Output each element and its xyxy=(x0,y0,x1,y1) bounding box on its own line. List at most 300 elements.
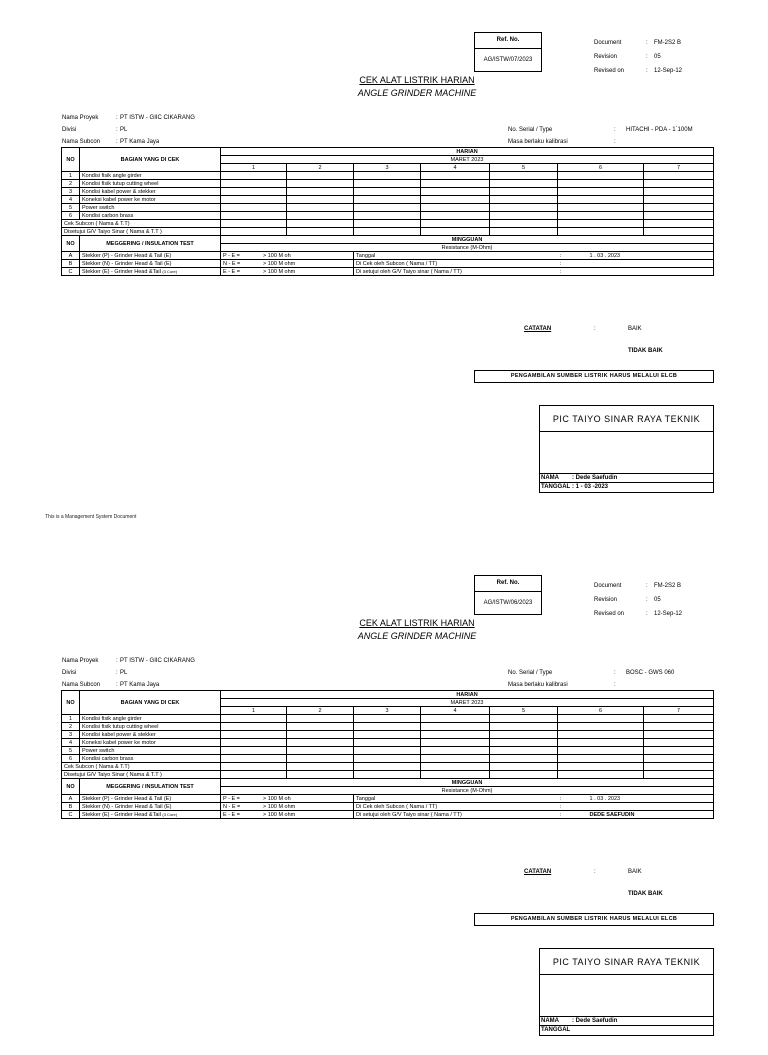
info-key: Nama Proyek xyxy=(62,115,99,121)
megger-pe: E - E = xyxy=(223,811,240,818)
check-no: 6 xyxy=(62,212,80,220)
signature-area xyxy=(540,432,713,474)
option-baik: BAIK xyxy=(628,869,642,875)
check-table-body xyxy=(62,148,714,276)
megger-info-key: Di setujui oleh G/V Taiyo sinar ( Nama / TT) xyxy=(354,268,558,276)
check-cell xyxy=(558,755,644,763)
header-no: NO xyxy=(62,148,80,172)
form-page xyxy=(0,0,768,512)
megger-info-key: Di Cek oleh Subcon ( Nama / TT) xyxy=(354,260,558,268)
check-row xyxy=(62,731,714,739)
check-label: Kondisi kabel power & stekker xyxy=(80,188,221,196)
check-row xyxy=(62,747,714,755)
day-header: 7 xyxy=(644,707,714,715)
check-cell xyxy=(558,180,644,188)
megger-info-key: Tanggal xyxy=(354,795,558,803)
serial-info: No. Serial / Type : HITACHI - PDA - 1`100M Masa berlaku kalibrasi : xyxy=(508,124,693,148)
signoff-cell xyxy=(421,228,490,236)
megger-pe: N - E = xyxy=(223,803,241,810)
check-row xyxy=(62,204,714,212)
megger-value: > 100 M oh xyxy=(263,795,291,802)
elcb-notice: PENGAMBILAN SUMBER LISTRIK HARUS MELALUI ELCB xyxy=(474,370,714,383)
check-cell xyxy=(287,196,354,204)
cek-subcon-label: Cek Subcon ( Nama & T.T) xyxy=(62,220,221,228)
check-label: Koneksi kabel power ke motor xyxy=(80,739,221,747)
pic-box xyxy=(539,405,714,493)
check-no: 4 xyxy=(62,196,80,204)
megger-no-header: NO xyxy=(62,236,80,252)
day-header: 5 xyxy=(490,164,558,172)
check-cell xyxy=(490,723,558,731)
colon: : xyxy=(559,795,562,802)
megger-info-key: Di setujui oleh G/V Taiyo sinar ( Nama / TT) xyxy=(354,811,558,819)
check-cell xyxy=(354,731,421,739)
meta-value: 05 xyxy=(654,597,661,603)
check-cell xyxy=(644,188,714,196)
day-header: 4 xyxy=(421,164,490,172)
check-cell xyxy=(287,212,354,220)
check-table xyxy=(61,147,714,276)
check-no: 1 xyxy=(62,172,80,180)
option-tidak-baik: TIDAK BAIK xyxy=(628,891,663,897)
ref-label: Ref. No. xyxy=(475,33,541,49)
megger-row xyxy=(62,795,714,803)
form-title xyxy=(0,617,768,643)
signoff-cell xyxy=(644,771,714,779)
day-header: 1 xyxy=(221,164,287,172)
pic-box xyxy=(539,948,714,1036)
day-header: 6 xyxy=(558,164,644,172)
megger-pe: P - E = xyxy=(223,252,240,259)
megger-value: > 100 M oh xyxy=(263,252,291,259)
check-row xyxy=(62,755,714,763)
check-cell xyxy=(490,715,558,723)
check-no: 2 xyxy=(62,723,80,731)
megger-no: B xyxy=(62,803,80,811)
check-cell xyxy=(354,755,421,763)
check-cell xyxy=(558,739,644,747)
check-cell xyxy=(354,739,421,747)
signoff-row xyxy=(62,763,714,771)
check-cell xyxy=(558,204,644,212)
document-meta: Document : FM-2S2 B Revision : 05 Revised on : 12-Sep-12 xyxy=(594,579,682,621)
signoff-cell xyxy=(421,763,490,771)
megger-header-row xyxy=(62,779,714,787)
signoff-cell xyxy=(287,771,354,779)
check-cell xyxy=(558,188,644,196)
megger-label: Stekker (P) - Grinder Head & Tail (E) xyxy=(80,252,221,260)
check-cell xyxy=(421,739,490,747)
header-row xyxy=(62,148,714,156)
day-header: 3 xyxy=(354,164,421,172)
check-cell xyxy=(421,731,490,739)
check-cell xyxy=(354,196,421,204)
serial-key: No. Serial / Type xyxy=(508,670,553,676)
info-value: PT ISTW - GIIC CIKARANG xyxy=(120,658,195,664)
project-info: Nama Proyek : PT ISTW - GIIC CIKARANG Divisi : PL Nama Subcon : PT Kama Jaya xyxy=(62,655,195,691)
page-title: CEK ALAT LISTRIK HARIAN xyxy=(359,75,475,85)
header-bagian: BAGIAN YANG DI CEK xyxy=(80,148,221,172)
signoff-row xyxy=(62,771,714,779)
check-cell xyxy=(644,180,714,188)
pic-title: PIC TAIYO SINAR RAYA TEKNIK xyxy=(540,406,713,432)
day-header: 4 xyxy=(421,707,490,715)
catatan-colon: : xyxy=(594,869,596,875)
check-cell xyxy=(221,739,287,747)
check-label: Power switch xyxy=(80,747,221,755)
mingguan-header: MINGGUAN xyxy=(221,236,714,244)
megger-row xyxy=(62,268,714,276)
megger-value-cell xyxy=(221,803,354,811)
check-cell xyxy=(287,747,354,755)
check-cell xyxy=(644,755,714,763)
header-bagian: BAGIAN YANG DI CEK xyxy=(80,691,221,715)
megger-label: Stekker (P) - Grinder Head & Tail (E) xyxy=(80,795,221,803)
check-no: 1 xyxy=(62,715,80,723)
check-cell xyxy=(558,747,644,755)
check-cell xyxy=(421,172,490,180)
megger-row xyxy=(62,260,714,268)
core-note: (3 Core) xyxy=(162,811,178,817)
check-cell xyxy=(354,723,421,731)
check-cell xyxy=(354,180,421,188)
signoff-cell xyxy=(558,771,644,779)
megger-pe: E - E = xyxy=(223,268,240,275)
megger-label: Stekker (E) - Grinder Head &Tail (3 Core) xyxy=(80,268,221,276)
day-header: 2 xyxy=(287,164,354,172)
check-cell xyxy=(354,204,421,212)
info-value: PT Kama Jaya xyxy=(120,682,160,688)
check-cell xyxy=(287,172,354,180)
megger-info-value xyxy=(558,260,714,268)
megger-header-row xyxy=(62,236,714,244)
megger-info-value xyxy=(558,252,714,260)
check-cell xyxy=(421,212,490,220)
info-value: PL xyxy=(120,670,128,676)
ref-box xyxy=(474,32,542,72)
check-cell xyxy=(644,212,714,220)
check-cell xyxy=(644,204,714,212)
check-label: Koneksi kabel power ke motor xyxy=(80,196,221,204)
meta-key: Document xyxy=(594,583,622,589)
signoff-cell xyxy=(644,763,714,771)
check-cell xyxy=(558,212,644,220)
check-cell xyxy=(287,739,354,747)
megger-value-cell xyxy=(221,811,354,819)
info-value: PT Kama Jaya xyxy=(120,139,160,145)
signature-area xyxy=(540,975,713,1017)
info-key: Divisi xyxy=(62,127,77,133)
check-cell xyxy=(558,723,644,731)
day-header: 5 xyxy=(490,707,558,715)
check-cell xyxy=(644,739,714,747)
pic-tanggal-label: TANGGAL xyxy=(541,1027,571,1033)
check-cell xyxy=(421,188,490,196)
check-cell xyxy=(490,739,558,747)
check-label: Kondisi kabel power & stekker xyxy=(80,731,221,739)
disetujui-label: Disetujui G/V Taiyo Sinar ( Nama & T.T ) xyxy=(62,771,221,779)
pic-tanggal-value: : 1 - 03 -2023 xyxy=(572,484,609,490)
check-cell xyxy=(221,715,287,723)
check-cell xyxy=(490,180,558,188)
check-cell xyxy=(221,755,287,763)
header-month: MARET 2023 xyxy=(221,699,714,707)
megger-info-key: Di Cek oleh Subcon ( Nama / TT) xyxy=(354,803,558,811)
pic-nama-label: NAMA xyxy=(541,475,559,481)
megger-value-cell xyxy=(221,260,354,268)
day-header: 1 xyxy=(221,707,287,715)
check-cell xyxy=(644,715,714,723)
megger-row xyxy=(62,252,714,260)
check-label: Kondisi carbon brass xyxy=(80,755,221,763)
footer-text: This is a Management System Document xyxy=(45,514,137,520)
pic-nama-value: : Dede Saefudin xyxy=(572,1018,618,1024)
form-title xyxy=(0,74,768,100)
meta-key: Revised on xyxy=(594,68,625,74)
colon: : xyxy=(559,803,562,810)
info-key: Nama Subcon xyxy=(62,682,101,688)
signoff-cell xyxy=(558,220,644,228)
serial-info: No. Serial / Type : BOSC - GWS 060 Masa berlaku kalibrasi : xyxy=(508,667,674,691)
check-label: Kondisi fisik angle girder xyxy=(80,172,221,180)
info-key: Divisi xyxy=(62,670,77,676)
colon: : xyxy=(559,252,562,259)
meta-value: FM-2S2 B xyxy=(654,40,682,46)
megger-value: > 100 M ohm xyxy=(263,803,296,810)
check-cell xyxy=(421,204,490,212)
check-label: Kondisi fisik tutup cutting wheel xyxy=(80,723,221,731)
check-cell xyxy=(287,180,354,188)
resistance-header: Resistance (M-Ohm) xyxy=(221,244,714,252)
megger-pe: N - E = xyxy=(223,260,241,267)
megger-value-cell xyxy=(221,252,354,260)
megger-value-cell xyxy=(221,268,354,276)
check-cell xyxy=(421,755,490,763)
check-cell xyxy=(287,731,354,739)
check-cell xyxy=(287,755,354,763)
header-month: MARET 2023 xyxy=(221,156,714,164)
serial-key: No. Serial / Type xyxy=(508,127,553,133)
check-label: Kondisi carbon brass xyxy=(80,212,221,220)
meta-key: Revision xyxy=(594,54,618,60)
check-row xyxy=(62,739,714,747)
check-table-body xyxy=(62,691,714,819)
check-cell xyxy=(354,715,421,723)
megger-value-cell xyxy=(221,795,354,803)
signoff-cell xyxy=(221,763,287,771)
check-row xyxy=(62,212,714,220)
meta-value: 12-Sep-12 xyxy=(654,611,683,617)
catatan-label: CATATAN xyxy=(524,326,552,332)
check-no: 4 xyxy=(62,739,80,747)
check-row xyxy=(62,172,714,180)
ref-number: AG/ISTW/07/2023 xyxy=(483,57,533,63)
option-baik: BAIK xyxy=(628,326,642,332)
signoff-cell xyxy=(354,220,421,228)
megger-header: MEGGERING / INSULATION TEST xyxy=(80,236,221,252)
day-header: 3 xyxy=(354,707,421,715)
check-cell xyxy=(644,172,714,180)
resistance-header: Resistance (M-Ohm) xyxy=(221,787,714,795)
check-cell xyxy=(490,755,558,763)
header-harian: HARIAN xyxy=(221,148,714,156)
check-label: Kondisi fisik angle girder xyxy=(80,715,221,723)
check-cell xyxy=(221,723,287,731)
check-cell xyxy=(221,731,287,739)
check-label: Power switch xyxy=(80,204,221,212)
catatan-colon: : xyxy=(594,326,596,332)
pic-nama-value: : Dede Saefudin xyxy=(572,475,618,481)
check-cell xyxy=(421,747,490,755)
check-cell xyxy=(287,723,354,731)
megger-info-key: Tanggal xyxy=(354,252,558,260)
megger-no-header: NO xyxy=(62,779,80,795)
megger-info-value xyxy=(558,795,714,803)
signoff-row xyxy=(62,228,714,236)
signoff-cell xyxy=(490,763,558,771)
mingguan-header: MINGGUAN xyxy=(221,779,714,787)
signoff-cell xyxy=(287,220,354,228)
check-cell xyxy=(644,747,714,755)
info-key: Nama Subcon xyxy=(62,139,101,145)
check-row xyxy=(62,715,714,723)
document-meta: Document : FM-2S2 B Revision : 05 Revised on : 12-Sep-12 xyxy=(594,36,682,78)
page-subtitle: ANGLE GRINDER MACHINE xyxy=(357,631,477,641)
page-title: CEK ALAT LISTRIK HARIAN xyxy=(359,618,475,628)
header-harian: HARIAN xyxy=(221,691,714,699)
megger-no: C xyxy=(62,268,80,276)
check-table xyxy=(61,690,714,819)
signoff-cell xyxy=(354,228,421,236)
meta-value: 05 xyxy=(654,54,661,60)
check-cell xyxy=(490,747,558,755)
check-cell xyxy=(558,715,644,723)
signoff-cell xyxy=(354,771,421,779)
signoff-cell xyxy=(287,763,354,771)
check-no: 6 xyxy=(62,755,80,763)
ref-box xyxy=(474,575,542,615)
meta-key: Document xyxy=(594,40,622,46)
check-no: 3 xyxy=(62,188,80,196)
ref-label: Ref. No. xyxy=(475,576,541,592)
serial-value: BOSC - GWS 060 xyxy=(626,670,675,676)
megger-info-text: DEDE SAEFUDIN xyxy=(589,811,635,818)
check-cell xyxy=(287,188,354,196)
check-cell xyxy=(558,731,644,739)
check-cell xyxy=(421,180,490,188)
signoff-cell xyxy=(221,228,287,236)
meta-key: Revision xyxy=(594,597,618,603)
check-label: Kondisi fisik tutup cutting wheel xyxy=(80,180,221,188)
info-value: PL xyxy=(120,127,128,133)
colon: : xyxy=(559,268,562,275)
check-cell xyxy=(558,196,644,204)
megger-no: A xyxy=(62,795,80,803)
signoff-cell xyxy=(421,771,490,779)
megger-info-text: 1 . 03 . 2023 xyxy=(589,252,621,259)
check-cell xyxy=(354,747,421,755)
check-cell xyxy=(354,172,421,180)
megger-no: B xyxy=(62,260,80,268)
option-tidak-baik: TIDAK BAIK xyxy=(628,348,663,354)
check-cell xyxy=(490,731,558,739)
check-no: 2 xyxy=(62,180,80,188)
check-cell xyxy=(421,715,490,723)
check-cell xyxy=(221,172,287,180)
check-row xyxy=(62,723,714,731)
check-row xyxy=(62,188,714,196)
megger-no: A xyxy=(62,252,80,260)
info-key: Nama Proyek xyxy=(62,658,99,664)
check-cell xyxy=(221,180,287,188)
signoff-cell xyxy=(490,771,558,779)
megger-info-value xyxy=(558,811,714,819)
megger-label: Stekker (N) - Grinder Head & Tail (E) xyxy=(80,260,221,268)
core-note: (3 Core) xyxy=(162,268,178,274)
meta-value: 12-Sep-12 xyxy=(654,68,683,74)
signoff-cell xyxy=(354,763,421,771)
check-cell xyxy=(644,196,714,204)
pic-nama-label: NAMA xyxy=(541,1018,559,1024)
megger-info-text: 1 . 03 . 2023 xyxy=(589,795,621,802)
check-cell xyxy=(490,172,558,180)
check-cell xyxy=(287,715,354,723)
check-cell xyxy=(221,212,287,220)
check-cell xyxy=(490,188,558,196)
serial-key: Masa berlaku kalibrasi xyxy=(508,682,568,688)
pic-title: PIC TAIYO SINAR RAYA TEKNIK xyxy=(540,949,713,975)
check-cell xyxy=(490,196,558,204)
megger-value: > 100 M ohm xyxy=(263,811,296,818)
megger-row xyxy=(62,803,714,811)
signoff-cell xyxy=(287,228,354,236)
signoff-cell xyxy=(558,763,644,771)
megger-header: MEGGERING / INSULATION TEST xyxy=(80,779,221,795)
megger-pe: P - E = xyxy=(223,795,240,802)
project-info: Nama Proyek : PT ISTW - GIIC CIKARANG Divisi : PL Nama Subcon : PT Kama Jaya xyxy=(62,112,195,148)
check-cell xyxy=(354,188,421,196)
signoff-row xyxy=(62,220,714,228)
check-cell xyxy=(558,172,644,180)
check-cell xyxy=(644,731,714,739)
signoff-cell xyxy=(490,228,558,236)
form-page xyxy=(0,543,768,1055)
day-header: 2 xyxy=(287,707,354,715)
megger-label: Stekker (E) - Grinder Head &Tail (3 Core) xyxy=(80,811,221,819)
header-no: NO xyxy=(62,691,80,715)
cek-subcon-label: Cek Subcon ( Nama & T.T) xyxy=(62,763,221,771)
check-cell xyxy=(490,212,558,220)
check-row xyxy=(62,196,714,204)
signoff-cell xyxy=(558,228,644,236)
check-cell xyxy=(221,196,287,204)
catatan-label: CATATAN xyxy=(524,869,552,875)
colon: : xyxy=(559,811,562,818)
megger-label: Stekker (N) - Grinder Head & Tail (E) xyxy=(80,803,221,811)
meta-key: Revised on xyxy=(594,611,625,617)
serial-key: Masa berlaku kalibrasi xyxy=(508,139,568,145)
check-cell xyxy=(354,212,421,220)
check-cell xyxy=(421,196,490,204)
check-cell xyxy=(490,204,558,212)
check-no: 5 xyxy=(62,747,80,755)
megger-info-value xyxy=(558,803,714,811)
check-cell xyxy=(644,723,714,731)
signoff-cell xyxy=(221,220,287,228)
megger-row xyxy=(62,811,714,819)
day-header: 7 xyxy=(644,164,714,172)
meta-value: FM-2S2 B xyxy=(654,583,682,589)
